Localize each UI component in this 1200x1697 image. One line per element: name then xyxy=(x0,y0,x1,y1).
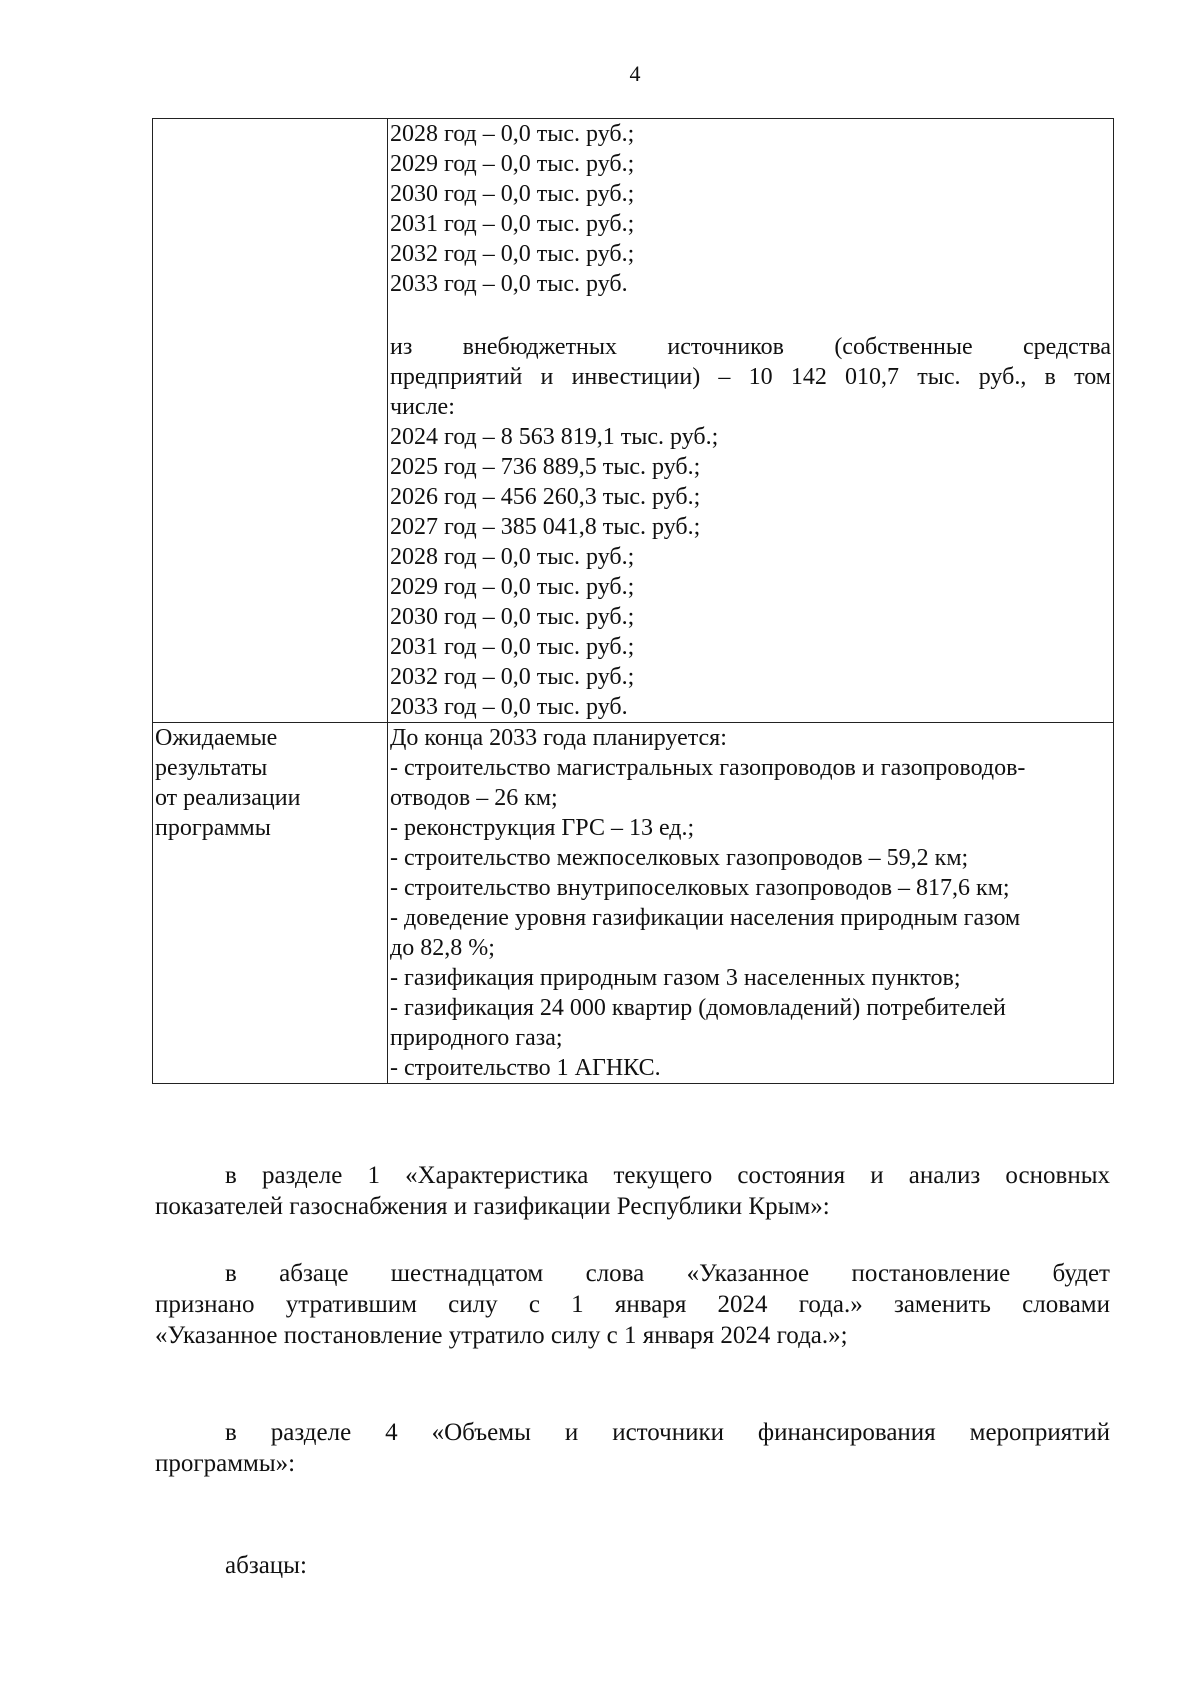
result-line: - строительство межпоселковых газопроводов – 59,2 км; xyxy=(390,845,969,871)
financing-year-line: 2027 год – 385 041,8 тыс. руб.; xyxy=(390,514,701,540)
financing-year-line: 2026 год – 456 260,3 тыс. руб.; xyxy=(390,484,701,510)
paragraph-line: в разделе 1 «Характеристика текущего состояния и анализ основных xyxy=(225,1162,1110,1189)
result-line: - газификация природным газом 3 населенных пунктов; xyxy=(390,965,961,991)
paragraph-line: в абзаце шестнадцатом слова «Указанное постановление будет xyxy=(225,1260,1110,1287)
offbudget-heading-line: предприятий и инвестиции) – 10 142 010,7 тыс. руб., в том xyxy=(390,364,1111,390)
financing-cell xyxy=(388,119,1114,723)
result-line: - реконструкция ГРС – 13 ед.; xyxy=(390,815,695,841)
row-label-line: от реализации xyxy=(155,785,301,811)
row-label-line: результаты xyxy=(155,755,268,781)
financing-year-line: 2029 год – 0,0 тыс. руб.; xyxy=(390,151,635,177)
financing-year-line: 2032 год – 0,0 тыс. руб.; xyxy=(390,664,635,690)
paragraph-line: программы»: xyxy=(155,1450,296,1477)
paragraph-line: показателей газоснабжения и газификации Республики Крым»: xyxy=(155,1193,830,1220)
financing-year-line: 2032 год – 0,0 тыс. руб.; xyxy=(390,241,635,267)
offbudget-heading-line: из внебюджетных источников (собственные средства xyxy=(390,334,1111,360)
result-line: - строительство 1 АГНКС. xyxy=(390,1055,661,1081)
paragraph-line: абзацы: xyxy=(225,1552,307,1579)
financing-year-line: 2028 год – 0,0 тыс. руб.; xyxy=(390,121,635,147)
paragraph-line: признано утратившим силу с 1 января 2024 года.» заменить словами xyxy=(155,1291,1110,1318)
financing-year-line: 2030 год – 0,0 тыс. руб.; xyxy=(390,181,635,207)
result-line: до 82,8 %; xyxy=(390,935,495,961)
result-line: - строительство магистральных газопроводов и газопроводов- xyxy=(390,755,1026,781)
section1-amendment xyxy=(155,1160,1110,1222)
expected-results-label-cell xyxy=(153,723,388,1084)
financing-year-line: 2029 год – 0,0 тыс. руб.; xyxy=(390,574,635,600)
result-line: - строительство внутрипоселковых газопроводов – 817,6 км; xyxy=(390,875,1010,901)
financing-year-line: 2028 год – 0,0 тыс. руб.; xyxy=(390,544,635,570)
offbudget-heading-line: числе: xyxy=(390,394,455,420)
financing-year-line: 2031 год – 0,0 тыс. руб.; xyxy=(390,211,635,237)
financing-year-line: 2030 год – 0,0 тыс. руб.; xyxy=(390,604,635,630)
result-line: отводов – 26 км; xyxy=(390,785,558,811)
financing-year-line: 2033 год – 0,0 тыс. руб. xyxy=(390,694,628,720)
table-row xyxy=(153,723,1114,1084)
expected-results-cell xyxy=(388,723,1114,1084)
financing-year-line: 2025 год – 736 889,5 тыс. руб.; xyxy=(390,454,701,480)
row-label-line: программы xyxy=(155,815,271,841)
page-number: 4 xyxy=(629,61,641,86)
paragraph16-amendment xyxy=(155,1258,1110,1351)
paragraph-line: в разделе 4 «Объемы и источники финансирования мероприятий xyxy=(225,1419,1110,1446)
table-row xyxy=(153,119,1114,723)
financing-year-line: 2024 год – 8 563 819,1 тыс. руб.; xyxy=(390,424,719,450)
table-cell-empty xyxy=(153,119,388,723)
result-line: - газификация 24 000 квартир (домовладений) потребителей xyxy=(390,995,1006,1021)
row-label-line: Ожидаемые xyxy=(155,725,278,751)
spacer xyxy=(390,299,1111,332)
program-passport-table xyxy=(152,118,1114,1084)
result-line: До конца 2033 года планируется: xyxy=(390,725,727,751)
section4-amendment xyxy=(155,1417,1110,1479)
paragraph-line: «Указанное постановление утратило силу с 1 января 2024 года.»; xyxy=(155,1322,848,1349)
financing-year-line: 2031 год – 0,0 тыс. руб.; xyxy=(390,634,635,660)
result-line: природного газа; xyxy=(390,1025,563,1051)
financing-year-line: 2033 год – 0,0 тыс. руб. xyxy=(390,271,628,297)
result-line: - доведение уровня газификации населения природным газом xyxy=(390,905,1021,931)
paragraphs-label xyxy=(155,1550,1110,1581)
